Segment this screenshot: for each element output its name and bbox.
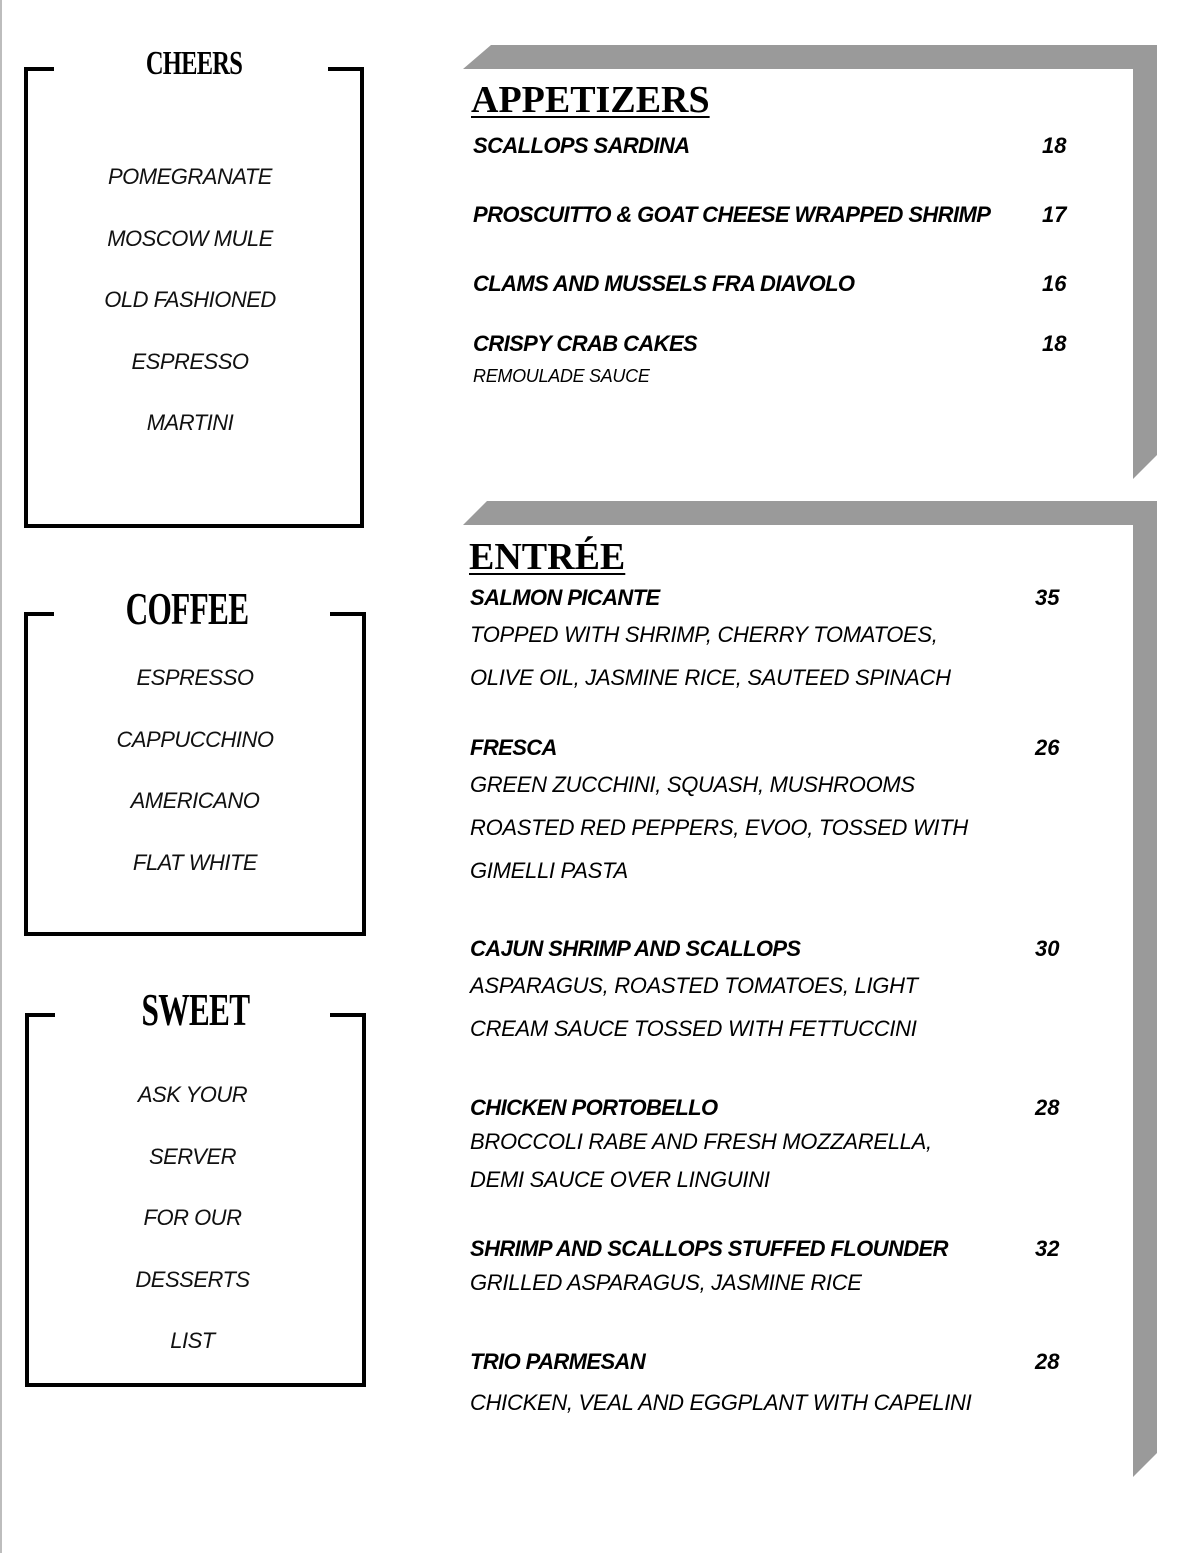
item-description: BROCCOLI RABE AND FRESH MOZZARELLA, — [470, 1129, 932, 1154]
item-name: FRESCA — [470, 735, 557, 760]
list-item: MARTINI — [146, 410, 234, 435]
bracket-top-left — [24, 612, 54, 616]
cheers-list — [16, 165, 364, 473]
appetizers-panel — [463, 45, 1157, 479]
sweet-box — [25, 984, 366, 1387]
menu-item — [470, 1235, 1070, 1301]
list-item: LIST — [170, 1328, 215, 1353]
list-item: AMERICANO — [130, 788, 260, 813]
list-item: SERVER — [148, 1143, 237, 1169]
item-price: 30 — [1035, 936, 1060, 961]
item-name: PROSCUITTO & GOAT CHEESE WRAPPED SHRIMP — [473, 202, 991, 227]
item-description: CREAM SAUCE TOSSED WITH FETTUCCINI — [470, 1016, 917, 1041]
bracket-top-right — [328, 67, 364, 71]
item-description: GREEN ZUCCHINI, SQUASH, MUSHROOMS — [470, 772, 915, 797]
item-description: GIMELLI PASTA — [470, 858, 628, 883]
coffee-heading: COFFEE — [125, 583, 249, 634]
sweet-heading: SWEET — [141, 984, 250, 1035]
coffee-list — [24, 666, 366, 912]
appetizers-title: APPETIZERS — [471, 79, 710, 121]
list-item: FOR OUR — [143, 1205, 242, 1230]
list-item: OLD FASHIONED — [104, 287, 276, 312]
item-description: ROASTED RED PEPPERS, EVOO, TOSSED WITH — [470, 815, 968, 840]
cheers-box — [24, 45, 364, 528]
list-item: ESPRESSO — [131, 348, 249, 374]
menu-item — [470, 734, 1070, 891]
list-item: ASK YOUR — [137, 1082, 248, 1107]
bracket-top-right — [330, 612, 366, 616]
list-item: MOSCOW MULE — [107, 225, 273, 251]
item-description: ASPARAGUS, ROASTED TOMATOES, LIGHT — [470, 973, 918, 998]
item-name: CLAMS AND MUSSELS FRA DIAVOLO — [473, 271, 855, 296]
list-item: CAPPUCCHINO — [116, 726, 274, 752]
item-price: 17 — [1042, 202, 1067, 227]
menu-item — [473, 331, 1073, 389]
entree-title: ENTRÉE — [469, 536, 626, 578]
item-price: 18 — [1042, 133, 1067, 158]
list-item: POMEGRANATE — [107, 164, 272, 189]
item-description: OLIVE OIL, JASMINE RICE, SAUTEED SPINACH — [470, 665, 951, 690]
item-description: GRILLED ASPARAGUS, JASMINE RICE — [470, 1270, 862, 1295]
item-description: TOPPED WITH SHRIMP, CHERRY TOMATOES, — [470, 622, 938, 647]
list-item: DESSERTS — [135, 1266, 250, 1292]
item-name: SALMON PICANTE — [470, 585, 660, 610]
item-price: 18 — [1042, 331, 1067, 356]
item-name: SCALLOPS SARDINA — [473, 133, 690, 158]
menu-item — [473, 202, 1073, 228]
menu-item — [470, 1348, 1070, 1423]
item-price: 32 — [1035, 1236, 1060, 1261]
menu-item — [470, 1094, 1070, 1198]
cheers-heading: CHEERS — [145, 45, 243, 82]
bracket-top-left — [24, 67, 54, 71]
item-price: 28 — [1035, 1349, 1060, 1374]
coffee-box — [24, 583, 366, 936]
sweet-list — [19, 1083, 366, 1391]
item-description: DEMI SAUCE OVER LINGUINI — [470, 1167, 770, 1192]
item-price: 35 — [1035, 585, 1060, 610]
menu-item — [473, 133, 1073, 159]
item-name: SHRIMP AND SCALLOPS STUFFED FLOUNDER — [470, 1236, 948, 1261]
item-name: CAJUN SHRIMP AND SCALLOPS — [470, 936, 801, 961]
item-description: CHICKEN, VEAL AND EGGPLANT WITH CAPELINI — [470, 1390, 972, 1415]
item-description: REMOULADE SAUCE — [473, 366, 650, 386]
bracket-top-right — [330, 1013, 366, 1017]
list-item: FLAT WHITE — [132, 849, 258, 875]
bracket-top-left — [25, 1013, 55, 1017]
menu-item — [470, 584, 1070, 698]
page-left-edge — [0, 0, 2, 1553]
item-price: 16 — [1042, 271, 1067, 296]
menu-item — [473, 271, 1073, 297]
item-price: 26 — [1035, 735, 1060, 760]
item-price: 28 — [1035, 1095, 1060, 1120]
item-name: TRIO PARMESAN — [470, 1349, 646, 1374]
list-item: ESPRESSO — [136, 665, 254, 690]
menu-item — [470, 935, 1070, 1049]
item-name: CHICKEN PORTOBELLO — [470, 1095, 718, 1120]
item-name: CRISPY CRAB CAKES — [473, 331, 698, 356]
entree-panel — [463, 501, 1157, 1477]
